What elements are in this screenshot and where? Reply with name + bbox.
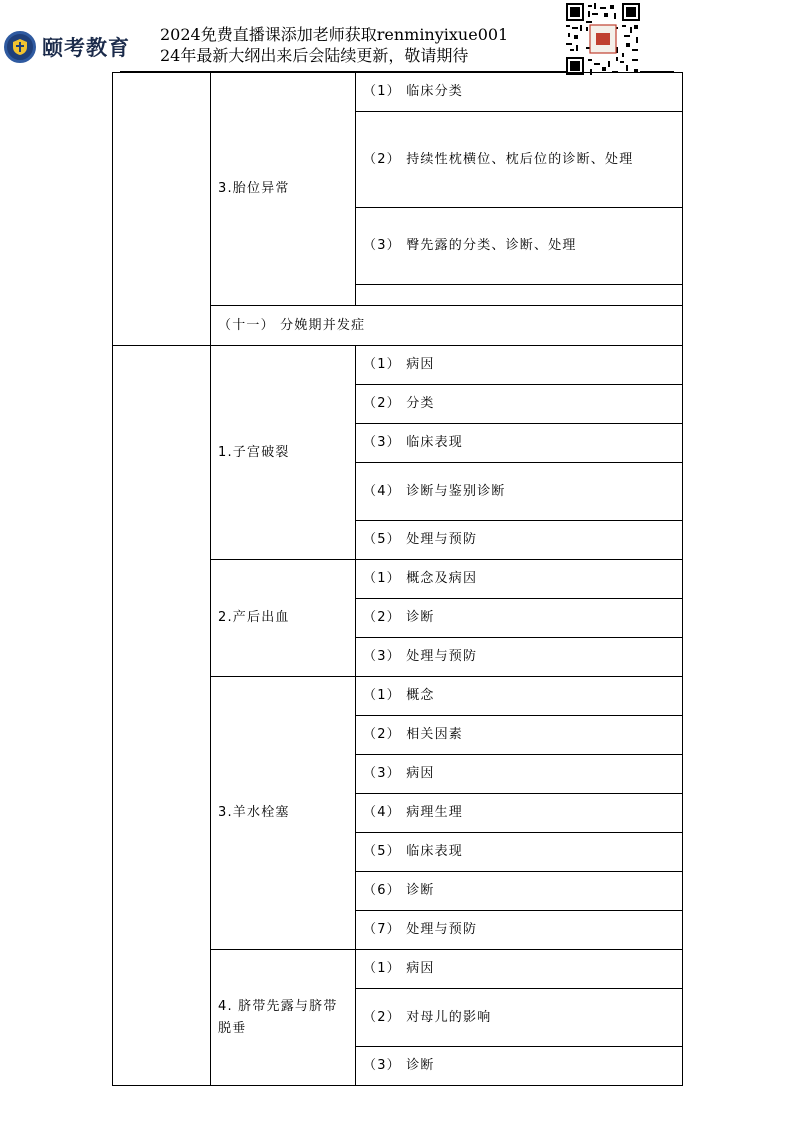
topic-item: （2） 对母儿的影响 xyxy=(356,989,683,1047)
subtopic-uterine-rupture: 1.子宫破裂 xyxy=(211,346,356,560)
banner-line-2: 24年最新大纲出来后会陆续更新，敬请期待 xyxy=(160,46,469,65)
topic-item: （5） 处理与预防 xyxy=(356,521,683,560)
topic-item: （7） 处理与预防 xyxy=(356,911,683,950)
category-cell-empty xyxy=(113,73,211,346)
topic-item: （1） 病因 xyxy=(356,950,683,989)
topic-item-empty xyxy=(356,285,683,306)
syllabus-table xyxy=(112,72,683,1086)
topic-item: （1） 概念及病因 xyxy=(356,560,683,599)
shield-logo-icon xyxy=(4,31,36,63)
topic-item: （4） 病理生理 xyxy=(356,794,683,833)
topic-item: （3） 病因 xyxy=(356,755,683,794)
topic-item: （2） 持续性枕横位、枕后位的诊断、处理 xyxy=(356,112,683,208)
topic-item: （3） 臀先露的分类、诊断、处理 xyxy=(356,208,683,285)
topic-item: （3） 诊断 xyxy=(356,1047,683,1086)
subtopic-amniotic-embolism: 3.羊水栓塞 xyxy=(211,677,356,950)
topic-item: （2） 分类 xyxy=(356,385,683,424)
topic-item: （2） 诊断 xyxy=(356,599,683,638)
topic-item: （1） 病因 xyxy=(356,346,683,385)
brand-logo xyxy=(4,31,130,63)
section-title: （十一） 分娩期并发症 xyxy=(211,306,683,346)
topic-item: （1） 概念 xyxy=(356,677,683,716)
category-cell-empty xyxy=(113,346,211,1086)
promo-banner xyxy=(160,24,508,66)
topic-item: （3） 处理与预防 xyxy=(356,638,683,677)
topic-item: （1） 临床分类 xyxy=(356,73,683,112)
subtopic-postpartum-hemorrhage: 2.产后出血 xyxy=(211,560,356,677)
topic-item: （3） 临床表现 xyxy=(356,424,683,463)
qr-code-icon xyxy=(566,3,640,75)
topic-item: （6） 诊断 xyxy=(356,872,683,911)
topic-item: （4） 诊断与鉴别诊断 xyxy=(356,463,683,521)
topic-item: （5） 临床表现 xyxy=(356,833,683,872)
subtopic-cord-prolapse: 4. 脐带先露与脐带 脱垂 xyxy=(211,950,356,1086)
subtopic-fetal-position: 3.胎位异常 xyxy=(211,73,356,306)
banner-line-1: 2024免费直播课添加老师获取renminyixue001 xyxy=(160,25,509,44)
brand-name: 颐考教育 xyxy=(42,36,130,60)
topic-item: （2） 相关因素 xyxy=(356,716,683,755)
